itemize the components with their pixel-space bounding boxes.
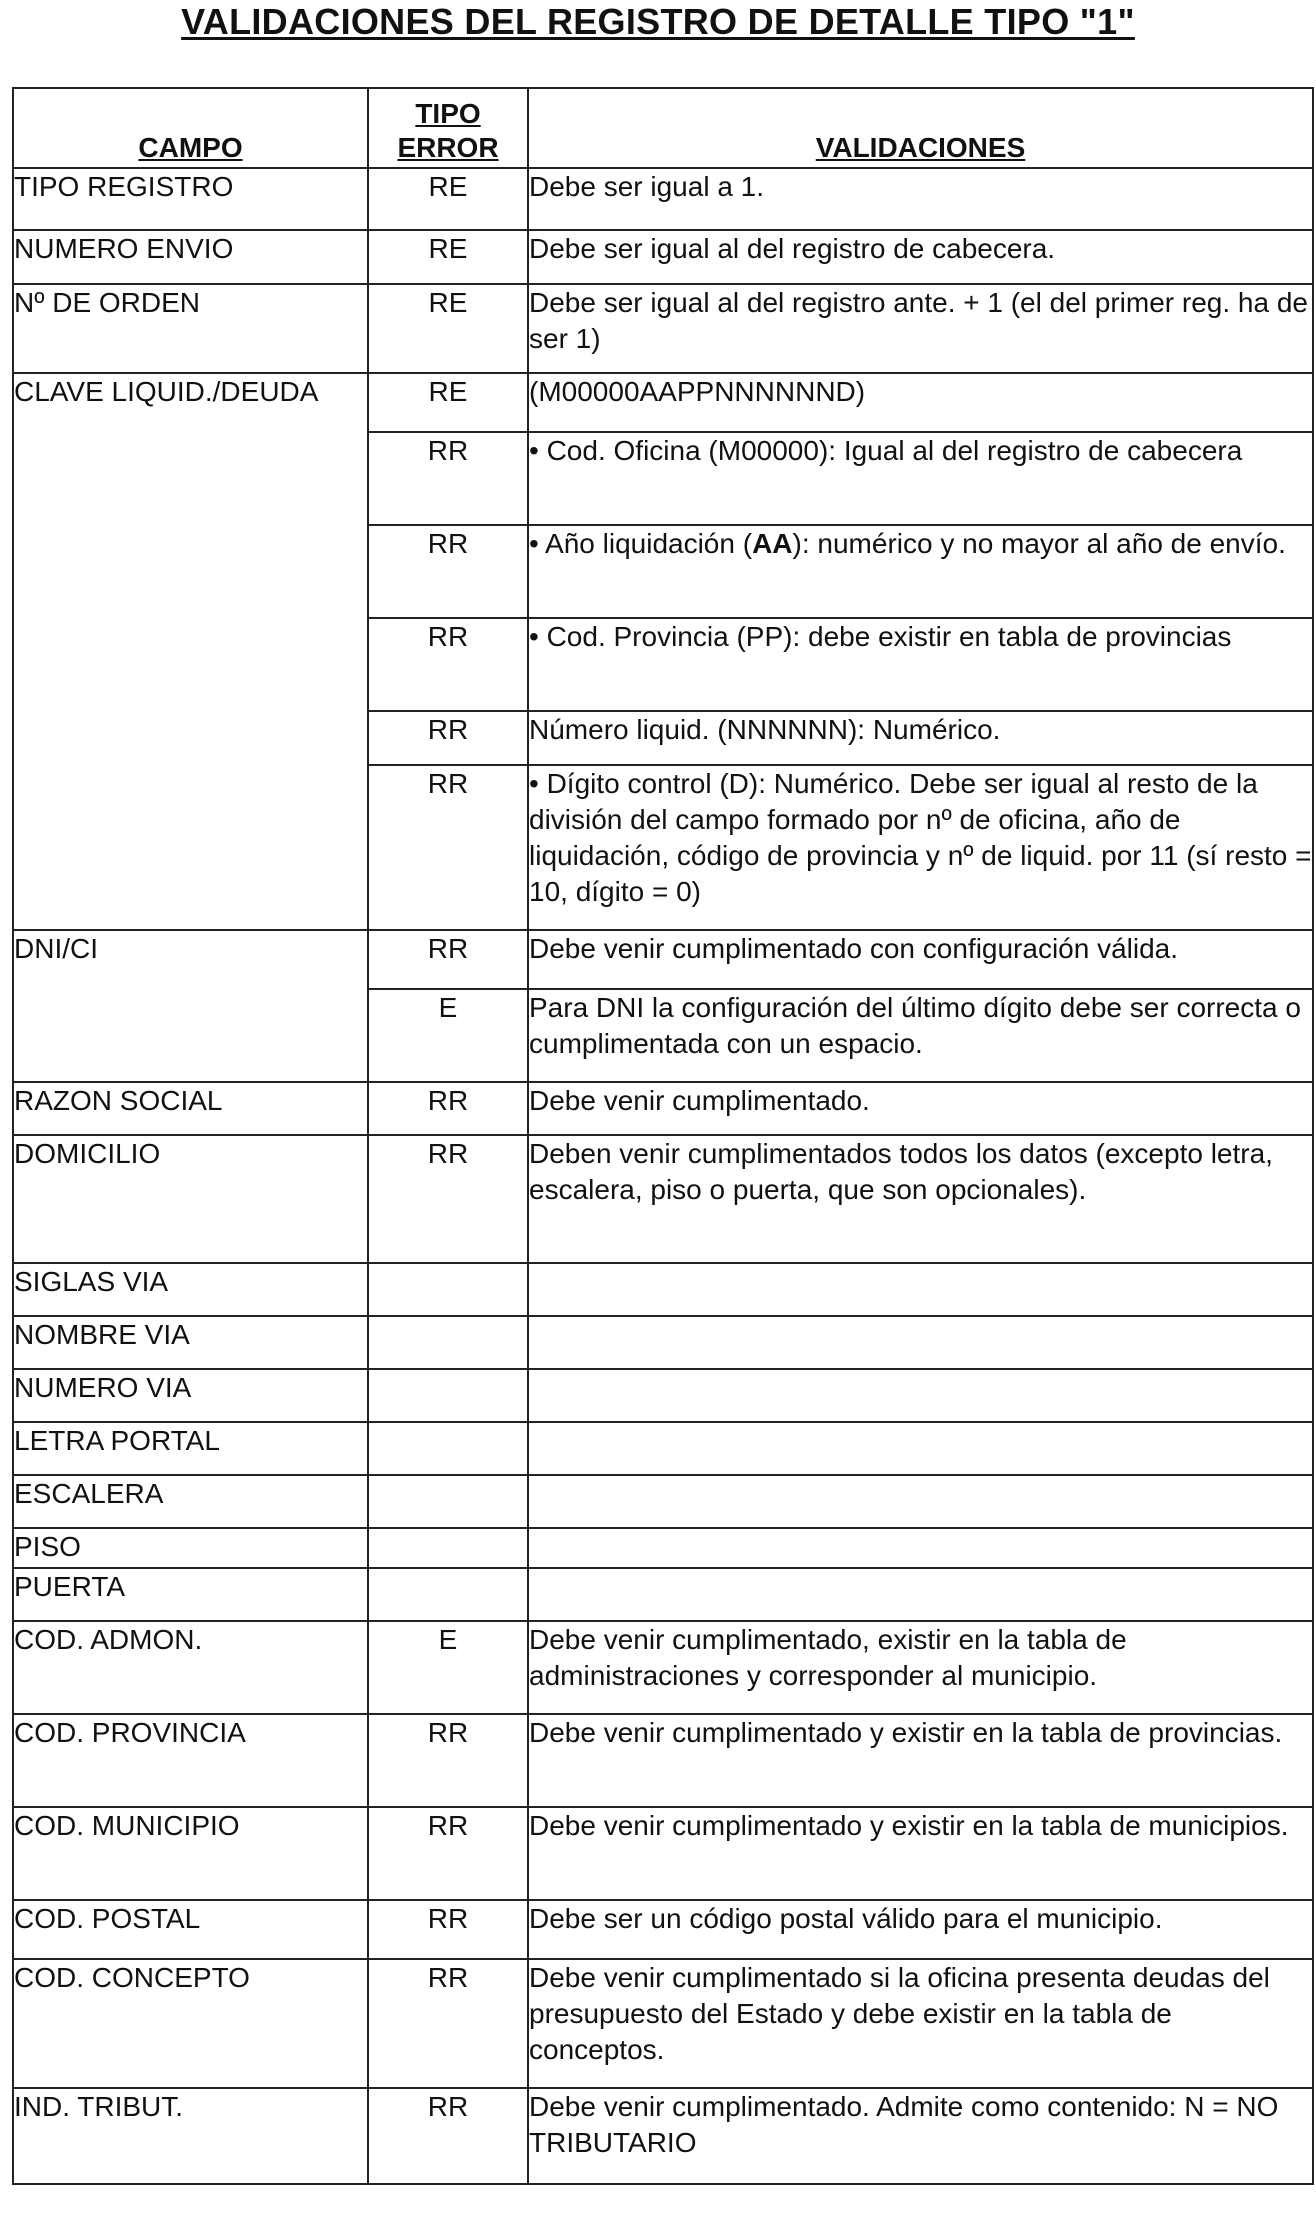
cell-validacion: Debe ser igual al del registro ante. + 1 (el del primer reg. ha de ser 1) — [528, 284, 1313, 373]
cell-validacion: • Cod. Oficina (M00000): Igual al del registro de cabecera — [528, 432, 1313, 525]
cell-campo: COD. CONCEPTO — [13, 1959, 368, 2088]
header-tipo-line1: TIPO — [415, 98, 481, 129]
table-row — [13, 284, 1313, 373]
cell-validacion — [528, 1369, 1313, 1422]
cell-tipo-error: RR — [368, 1900, 528, 1959]
cell-validacion: Debe ser igual a 1. — [528, 168, 1313, 230]
table-row — [13, 1528, 1313, 1568]
cell-validacion — [528, 1263, 1313, 1316]
cell-validacion — [528, 1422, 1313, 1475]
cell-validacion: Debe ser un código postal válido para el municipio. — [528, 1900, 1313, 1959]
cell-tipo-error: RE — [368, 168, 528, 230]
cell-tipo-error — [368, 1316, 528, 1369]
cell-validacion: Deben venir cumplimentados todos los datos (excepto letra, escalera, piso o puerta, que son opcionales). — [528, 1135, 1313, 1263]
table-row — [13, 1900, 1313, 1959]
cell-validacion: Debe venir cumplimentado si la oficina presenta deudas del presupuesto del Estado y debe existir en la tabla de conceptos. — [528, 1959, 1313, 2088]
cell-campo: COD. MUNICIPIO — [13, 1807, 368, 1900]
table-row — [13, 1135, 1313, 1263]
table-row — [13, 1475, 1313, 1528]
table-row — [13, 1621, 1313, 1714]
cell-campo: PISO — [13, 1528, 368, 1568]
cell-tipo-error — [368, 1528, 528, 1568]
cell-tipo-error: RR — [368, 618, 528, 711]
header-tipo-line2: ERROR — [397, 132, 499, 163]
cell-campo: CLAVE LIQUID./DEUDA — [13, 373, 368, 930]
cell-campo: NUMERO ENVIO — [13, 230, 368, 284]
cell-tipo-error — [368, 1263, 528, 1316]
cell-validacion: Debe venir cumplimentado con configuración válida. — [528, 930, 1313, 989]
cell-tipo-error: E — [368, 989, 528, 1082]
table-row — [13, 2088, 1313, 2184]
cell-tipo-error: RE — [368, 230, 528, 284]
cell-validacion: Debe venir cumplimentado. — [528, 1082, 1313, 1135]
cell-tipo-error: RE — [368, 284, 528, 373]
cell-campo: SIGLAS VIA — [13, 1263, 368, 1316]
cell-validacion — [528, 525, 1313, 618]
cell-validacion: • Dígito control (D): Numérico. Debe ser igual al resto de la división del campo formado por nº de oficina, año de liquidación, código de provincia y nº de liquid. por 11 (sí resto = 10, dígito = 0) — [528, 765, 1313, 930]
table-row — [13, 168, 1313, 230]
cell-validacion: Debe venir cumplimentado. Admite como contenido: N = NO TRIBUTARIO — [528, 2088, 1313, 2184]
table-row — [13, 1568, 1313, 1621]
cell-validacion: Debe venir cumplimentado y existir en la tabla de provincias. — [528, 1714, 1313, 1807]
cell-validacion — [528, 1528, 1313, 1568]
validations-table — [12, 87, 1314, 2185]
cell-tipo-error: RR — [368, 1135, 528, 1263]
table-row — [13, 1714, 1313, 1807]
table-row — [13, 930, 1313, 989]
cell-tipo-error: RR — [368, 1807, 528, 1900]
cell-campo: RAZON SOCIAL — [13, 1082, 368, 1135]
cell-tipo-error: RR — [368, 765, 528, 930]
cell-tipo-error: E — [368, 1621, 528, 1714]
table-row — [13, 1422, 1313, 1475]
table-row — [13, 1082, 1313, 1135]
cell-validacion — [528, 1568, 1313, 1621]
cell-tipo-error: RR — [368, 711, 528, 765]
validacion-text-post: ): numérico y no mayor al año de envío. — [792, 528, 1286, 559]
cell-campo: TIPO REGISTRO — [13, 168, 368, 230]
cell-campo: Nº DE ORDEN — [13, 284, 368, 373]
table-row — [13, 1316, 1313, 1369]
cell-campo: NOMBRE VIA — [13, 1316, 368, 1369]
cell-tipo-error: RR — [368, 1082, 528, 1135]
cell-tipo-error: RE — [368, 373, 528, 432]
table-row — [13, 230, 1313, 284]
document-title: VALIDACIONES DEL REGISTRO DE DETALLE TIPO "1" — [181, 1, 1135, 42]
header-row — [13, 88, 1313, 168]
cell-campo: NUMERO VIA — [13, 1369, 368, 1422]
table-row — [13, 1369, 1313, 1422]
cell-tipo-error: RR — [368, 930, 528, 989]
cell-campo: LETRA PORTAL — [13, 1422, 368, 1475]
table-row — [13, 1263, 1313, 1316]
cell-campo: DOMICILIO — [13, 1135, 368, 1263]
cell-validacion — [528, 1316, 1313, 1369]
cell-tipo-error: RR — [368, 1959, 528, 2088]
cell-validacion: Debe ser igual al del registro de cabecera. — [528, 230, 1313, 284]
cell-campo: COD. POSTAL — [13, 1900, 368, 1959]
validacion-text-bold: AA — [752, 528, 793, 559]
table-row — [13, 1807, 1313, 1900]
cell-campo: DNI/CI — [13, 930, 368, 1082]
cell-campo: PUERTA — [13, 1568, 368, 1621]
cell-campo: COD. ADMON. — [13, 1621, 368, 1714]
header-validaciones: VALIDACIONES — [528, 88, 1313, 168]
cell-tipo-error — [368, 1422, 528, 1475]
cell-tipo-error — [368, 1369, 528, 1422]
cell-campo: ESCALERA — [13, 1475, 368, 1528]
header-tipo-error — [368, 88, 528, 168]
cell-tipo-error: RR — [368, 2088, 528, 2184]
cell-tipo-error: RR — [368, 1714, 528, 1807]
cell-validacion: Debe venir cumplimentado, existir en la tabla de administraciones y corresponder al municipio. — [528, 1621, 1313, 1714]
cell-tipo-error: RR — [368, 432, 528, 525]
cell-tipo-error — [368, 1475, 528, 1528]
cell-campo: COD. PROVINCIA — [13, 1714, 368, 1807]
cell-campo: IND. TRIBUT. — [13, 2088, 368, 2184]
cell-validacion: Número liquid. (NNNNNN): Numérico. — [528, 711, 1313, 765]
validacion-text-pre: • Año liquidación ( — [529, 528, 753, 559]
cell-validacion: Para DNI la configuración del último dígito debe ser correcta o cumplimentada con un espacio. — [528, 989, 1313, 1082]
table-row — [13, 1959, 1313, 2088]
header-campo: CAMPO — [13, 88, 368, 168]
cell-validacion: (M00000AAPPNNNNNND) — [528, 373, 1313, 432]
cell-validacion: • Cod. Provincia (PP): debe existir en tabla de provincias — [528, 618, 1313, 711]
table-row — [13, 373, 1313, 432]
cell-tipo-error — [368, 1568, 528, 1621]
cell-validacion: Debe venir cumplimentado y existir en la tabla de municipios. — [528, 1807, 1313, 1900]
cell-tipo-error: RR — [368, 525, 528, 618]
cell-validacion — [528, 1475, 1313, 1528]
